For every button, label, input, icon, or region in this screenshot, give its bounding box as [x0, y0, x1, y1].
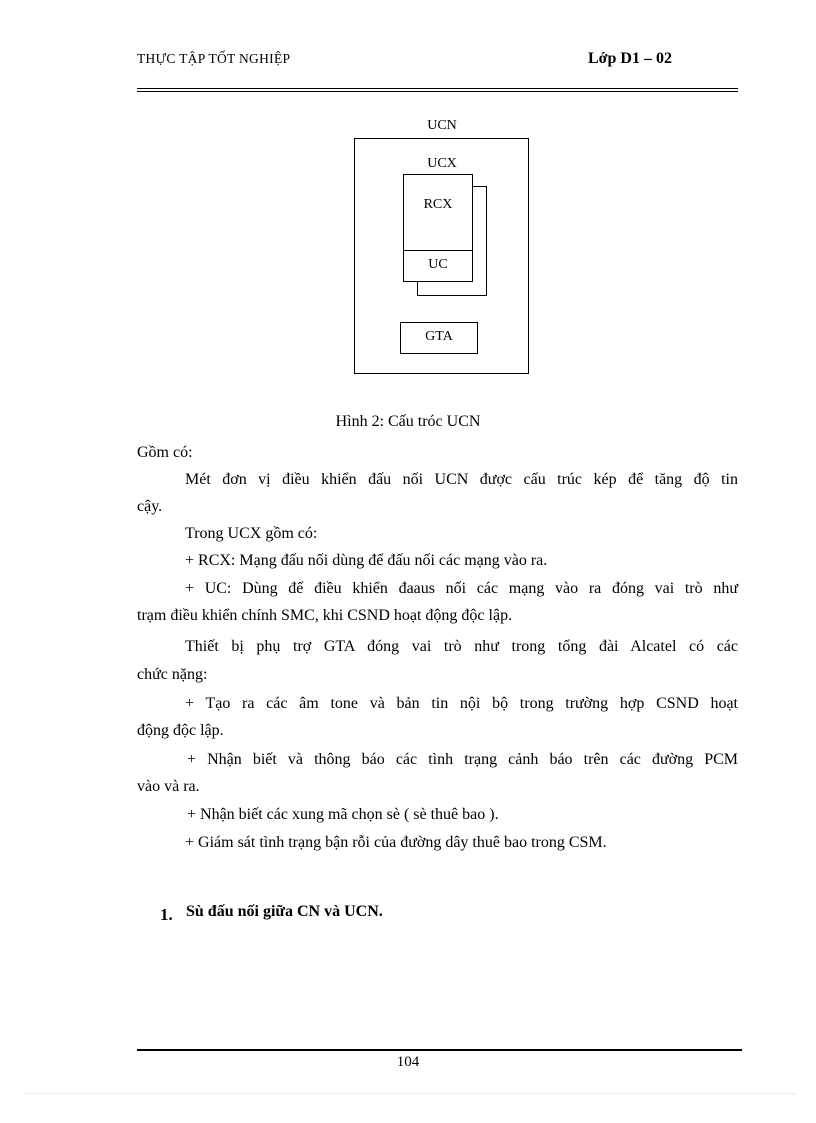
body-line: Mét đơn vị điều khiển đấu nối UCN được cấu trúc kép để tăng độ tin — [185, 471, 738, 488]
section-number: 1. — [160, 905, 173, 924]
header-rule-bottom — [137, 91, 738, 92]
body-line: vào và ra. — [137, 778, 200, 795]
body-line: + UC: Dùng để điều khiển đaaus nối các mạng vào ra đóng vai trò như — [185, 580, 738, 597]
body-line: + RCX: Mạng đấu nối dùng để đấu nối các mạng vào ra. — [185, 552, 548, 569]
body-line: động độc lập. — [137, 722, 224, 739]
gta-label: GTA — [425, 329, 453, 344]
ucx-label: UCX — [427, 156, 457, 171]
page-edge-dots — [25, 1093, 795, 1094]
body-line: Trong UCX gồm có: — [185, 525, 318, 542]
header-title: THỰC TẬP TỐT NGHIỆP — [137, 51, 291, 66]
ucn-label: UCN — [427, 118, 457, 133]
body-line: + Nhận biết các xung mã chọn sè ( sè thuê bao ). — [187, 806, 499, 823]
body-line: Gồm có: — [137, 444, 193, 461]
body-line: trạm điều khiển chính SMC, khi CSND hoạt động độc lập. — [137, 607, 513, 624]
body-line: Thiết bị phụ trợ GTA đóng vai trò như trong tổng đài Alcatel có các — [185, 638, 738, 655]
header-class: Lớp D1 – 02 — [588, 50, 672, 67]
rcx-label: RCX — [423, 197, 453, 212]
body-line: + Giám sát tình trạng bận rỗi của đường dây thuê bao trong CSM. — [185, 834, 607, 851]
page-number: 104 — [396, 1054, 420, 1070]
header-rule-top — [137, 88, 738, 89]
body-line: + Tạo ra các âm tone và bản tin nội bộ trong trường hợp CSND hoạt — [185, 695, 738, 712]
section-title: Sù đấu nối giữa CN và UCN. — [186, 903, 383, 920]
footer-rule — [137, 1049, 742, 1051]
body-line: + Nhận biết và thông báo các tình trạng cảnh báo trên các đường PCM — [187, 751, 738, 768]
figure-caption: Hình 2: Cấu tróc UCN — [335, 413, 481, 430]
uc-label: UC — [428, 257, 448, 272]
body-line: chức nặng: — [137, 666, 208, 683]
body-line: cậy. — [137, 498, 163, 515]
